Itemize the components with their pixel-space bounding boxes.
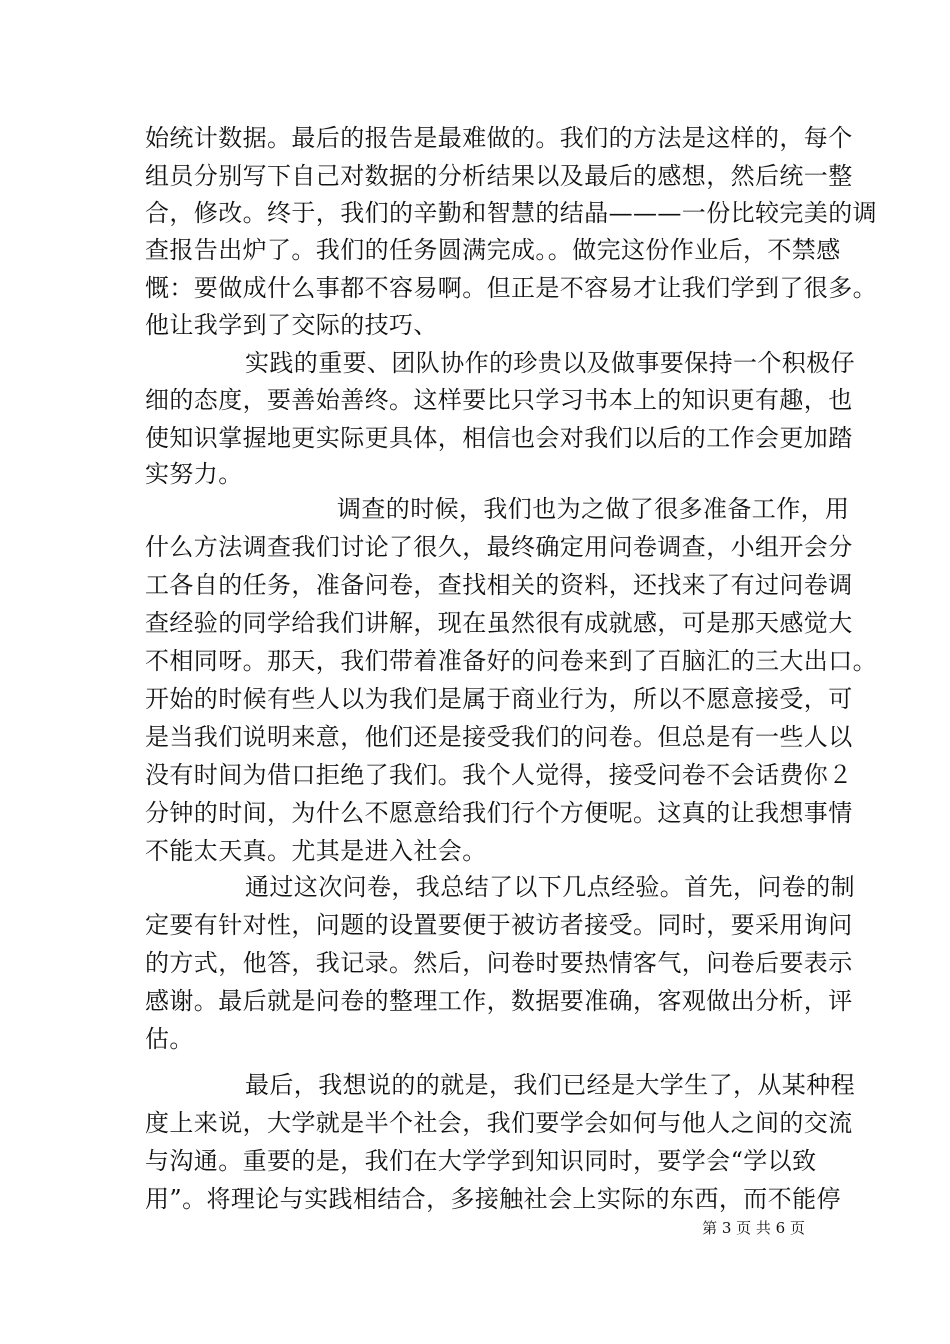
text-line: 组员分别写下自己对数据的分析结果以及最后的感想，然后统一整 [145,162,853,190]
text-line: 他让我学到了交际的技巧、 [145,311,438,339]
text-line: 分钟的时间，为什么不愿意给我们行个方便呢。这真的让我想事情 [145,799,853,827]
text-line: 工各自的任务，准备问卷，查找相关的资料，还找来了有过问卷调 [145,571,853,599]
text-line: 感谢。最后就是问卷的整理工作，数据要准确，客观做出分析，评 [145,987,853,1015]
text-line: 不能太天真。尤其是进入社会。 [145,837,487,865]
text-line: 实努力。 [145,460,243,488]
text-line: 没有时间为借口拒绝了我们。我个人觉得，接受问卷不会话费你２ [145,761,853,789]
text-line: 慨：要做成什么事都不容易啊。但正是不容易才让我们学到了很多。 [145,274,877,302]
text-line: 开始的时候有些人以为我们是属于商业行为，所以不愿意接受，可 [145,685,853,713]
text-line: 查报告出炉了。我们的任务圆满完成。。做完这份作业后，不禁感 [145,236,841,264]
text-line: 始统计数据。最后的报告是最难做的。我们的方法是这样的，每个 [145,124,853,152]
paragraph-start-line: 通过这次问卷，我总结了以下几点经验。首先，问卷的制 [245,873,855,901]
text-line: 的方式，他答，我记录。然后，问卷时要热情客气，问卷后要表示 [145,949,853,977]
text-line: 与沟通。重要的是，我们在大学学到知识同时，要学会“学以致 [145,1147,817,1175]
text-line: 使知识掌握地更实际更具体，相信也会对我们以后的工作会更加踏 [145,424,853,452]
text-line: 细的态度，要善始善终。这样要比只学习书本上的知识更有趣，也 [145,386,853,414]
text-line: 度上来说，大学就是半个社会，我们要学会如何与他人之间的交流 [145,1109,853,1137]
paragraph-start-line: 调查的时候，我们也为之做了很多准备工作，用 [337,495,850,523]
text-line: 用”。将理论与实践相结合，多接触社会上实际的东西，而不能停 [145,1185,841,1213]
text-line: 不相同呀。那天，我们带着准备好的问卷来到了百脑汇的三大出口。 [145,647,877,675]
text-line: 估。 [145,1025,194,1053]
text-line: 是当我们说明来意，他们还是接受我们的问卷。但总是有一些人以 [145,723,853,751]
text-line: 定要有针对性，问题的设置要便于被访者接受。同时，要采用询问 [145,911,853,939]
text-line: 合，修改。终于，我们的辛勤和智慧的结晶———一份比较完美的调 [145,199,877,227]
paragraph-start-line: 实践的重要、团队协作的珍贵以及做事要保持一个积极仔 [245,349,855,377]
page-number-footer: 第 3 页 共 6 页 [702,1219,805,1237]
text-line: 查经验的同学给我们讲解，现在虽然很有成就感，可是那天感觉大 [145,609,853,637]
text-line: 什么方法调查我们讨论了很久，最终确定用问卷调查，小组开会分 [145,533,853,561]
paragraph-start-line: 最后，我想说的的就是，我们已经是大学生了，从某种程 [245,1071,855,1099]
